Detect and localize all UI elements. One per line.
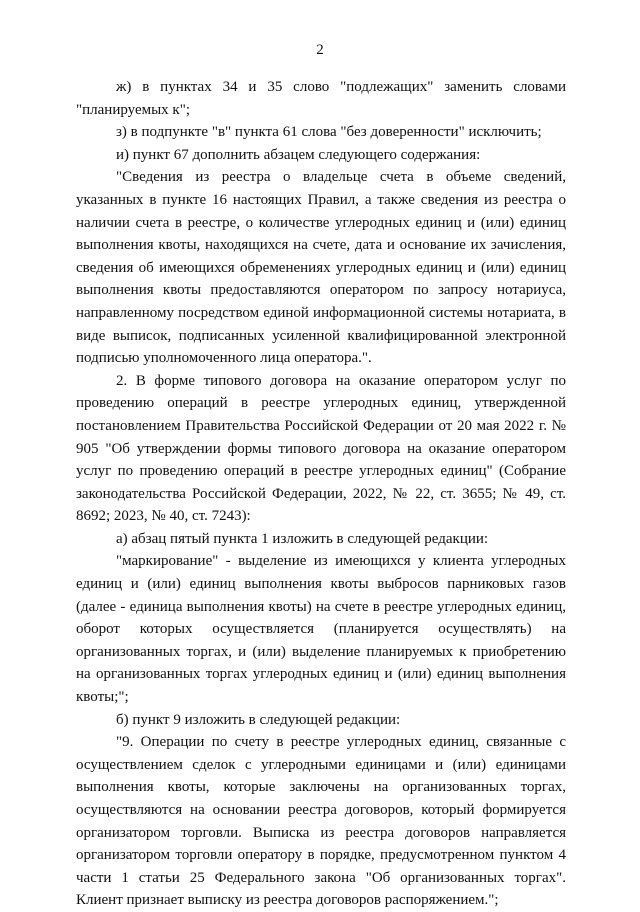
document-body [76,76,566,912]
page-number: 2 [316,42,324,58]
paragraph-zh: ж) в пунктах 34 и 35 слово "подлежащих" заменить словами "планируемых к"; [76,79,566,118]
paragraph-quote-marking: "маркирование" - выделение из имеющихся у клиента углеродных единиц и (или) единиц выполнения квоты выбросов парниковых газов (далее - единица выполнения квоты) на счете в реестре углеродных единиц, оборот которых осуществляется (планируется осуществлять) на организованных торгах, и (или) выделение планируемых к приобретению на организованных торгах углеродных единиц и (или) единиц выполнения квоты;"; [76,553,566,706]
paragraph-z: з) в подпункте "в" пункта 61 слова "без доверенности" исключить; [116,124,542,141]
paragraph-a: а) абзац пятый пункта 1 изложить в следующей редакции: [116,530,489,547]
paragraph-i: и) пункт 67 дополнить абзацем следующего содержания: [116,146,481,163]
paragraph-quote-notary: "Сведения из реестра о владельце счета в объеме сведений, указанных в пункте 16 настоящих Правил, а также сведения из реестра о наличии счета в реестре, о количестве углеродных единиц и (или) единиц выполнения квоты, находящихся на счете, дата и основание их зачисления, сведения об имеющихся обременениях углеродных единиц и (или) единиц выполнения квоты предоставляются оператором по запросу нотариуса, направленному посредством единой информационной системы нотариата, в виде выписок, подписанных усиленной квалифицированной электронной подписью уполномоченного лица оператора.". [76,169,566,367]
paragraph-quote-item-9: "9. Операции по счету в реестре углеродных единиц, связанные с осуществлением сделок с углеродными единицами и (или) единицами выполнения квоты, которые заключены на организованных торгах, осуществляются на основании реестра договоров, который формируется организатором торговли. Выписка из реестра договоров направляется организатором торговли оператору в порядке, предусмотренном пунктом 4 части 1 статьи 25 Федерального закона "Об организованных торгах". Клиент признает выписку из реестра договоров распоряжением."; [76,734,566,909]
paragraph-b: б) пункт 9 изложить в следующей редакции: [116,711,401,728]
paragraph-section-2: 2. В форме типового договора на оказание оператором услуг по проведению операций в реестре углеродных единиц, утвержденной постановлением Правительства Российской Федерации от 20 мая 2022 г. № 905 "Об утверждении формы типового договора на оказание оператором услуг по проведению операций в реестре углеродных единиц" (Собрание законодательства Российской Федерации, 2022, № 22, ст. 3655; № 49, ст. 8692; 2023, № 40, ст. 7243): [76,372,566,525]
